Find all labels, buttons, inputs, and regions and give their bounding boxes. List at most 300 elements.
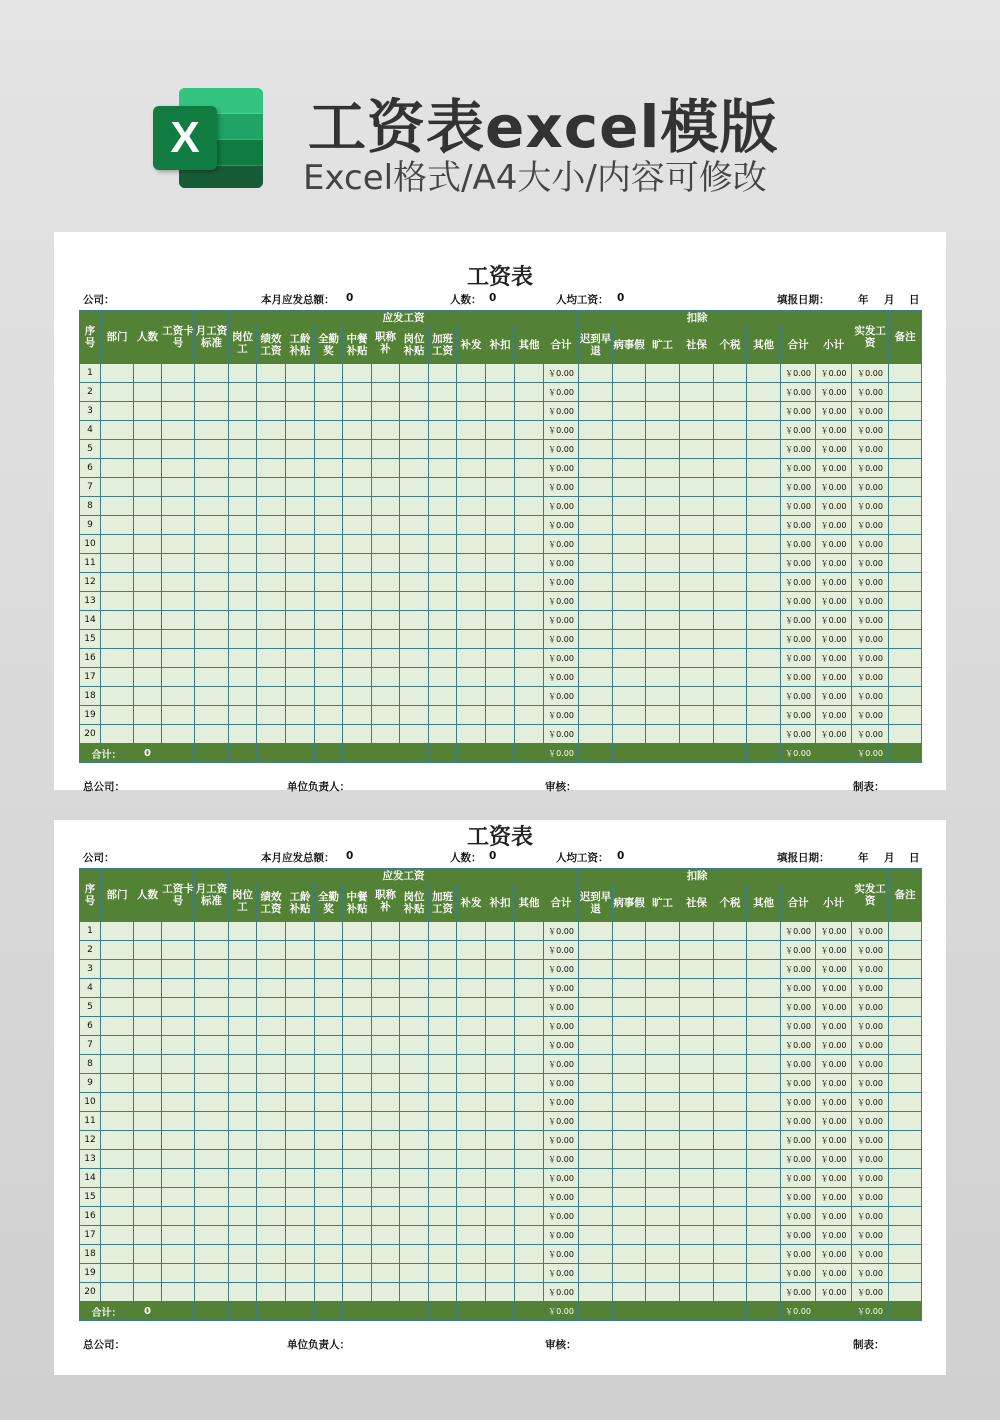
data-cell[interactable]: [486, 1150, 515, 1169]
data-cell[interactable]: [889, 1207, 922, 1226]
data-cell[interactable]: [134, 979, 162, 998]
money-cell[interactable]: ￥0.00: [852, 573, 889, 592]
data-cell[interactable]: [429, 1283, 457, 1302]
data-cell[interactable]: [343, 1112, 372, 1131]
data-cell[interactable]: [486, 1074, 515, 1093]
data-cell[interactable]: [400, 1131, 429, 1150]
money-cell[interactable]: ￥0.00: [781, 459, 816, 478]
data-cell[interactable]: [343, 725, 372, 744]
data-cell[interactable]: [613, 478, 646, 497]
data-cell[interactable]: [714, 979, 747, 998]
data-cell[interactable]: [257, 383, 286, 402]
money-cell[interactable]: ￥0.00: [781, 1188, 816, 1207]
data-cell[interactable]: [579, 1264, 613, 1283]
data-cell[interactable]: [343, 706, 372, 725]
data-cell[interactable]: [889, 725, 922, 744]
data-cell[interactable]: [229, 459, 257, 478]
data-cell[interactable]: [372, 1207, 400, 1226]
money-cell[interactable]: ￥0.00: [852, 1207, 889, 1226]
data-cell[interactable]: [613, 941, 646, 960]
row-number[interactable]: 16: [80, 1207, 101, 1226]
money-cell[interactable]: ￥0.00: [544, 459, 579, 478]
data-cell[interactable]: [286, 979, 315, 998]
data-cell[interactable]: [372, 535, 400, 554]
data-cell[interactable]: [714, 440, 747, 459]
data-cell[interactable]: [286, 497, 315, 516]
data-cell[interactable]: [515, 459, 544, 478]
data-cell[interactable]: [134, 1283, 162, 1302]
data-cell[interactable]: [286, 960, 315, 979]
data-cell[interactable]: [162, 516, 195, 535]
data-cell[interactable]: [257, 497, 286, 516]
data-cell[interactable]: [101, 1131, 134, 1150]
money-cell[interactable]: ￥0.00: [816, 1207, 852, 1226]
money-cell[interactable]: ￥0.00: [816, 687, 852, 706]
data-cell[interactable]: [714, 1074, 747, 1093]
money-cell[interactable]: ￥0.00: [852, 516, 889, 535]
data-cell[interactable]: [515, 1017, 544, 1036]
money-cell[interactable]: ￥0.00: [816, 440, 852, 459]
data-cell[interactable]: [101, 459, 134, 478]
data-cell[interactable]: [257, 516, 286, 535]
data-cell[interactable]: [714, 1036, 747, 1055]
data-cell[interactable]: [747, 922, 781, 941]
data-cell[interactable]: [613, 706, 646, 725]
data-cell[interactable]: [579, 402, 613, 421]
data-cell[interactable]: [229, 611, 257, 630]
data-cell[interactable]: [195, 364, 229, 383]
data-cell[interactable]: [372, 1055, 400, 1074]
data-cell[interactable]: [579, 1169, 613, 1188]
data-cell[interactable]: [195, 497, 229, 516]
data-cell[interactable]: [134, 402, 162, 421]
data-cell[interactable]: [315, 1264, 343, 1283]
data-cell[interactable]: [680, 998, 714, 1017]
data-cell[interactable]: [429, 630, 457, 649]
data-cell[interactable]: [680, 1169, 714, 1188]
data-cell[interactable]: [315, 459, 343, 478]
data-cell[interactable]: [429, 1188, 457, 1207]
data-cell[interactable]: [257, 535, 286, 554]
data-cell[interactable]: [579, 998, 613, 1017]
data-cell[interactable]: [889, 922, 922, 941]
data-cell[interactable]: [343, 1074, 372, 1093]
data-cell[interactable]: [315, 1036, 343, 1055]
data-cell[interactable]: [579, 1093, 613, 1112]
data-cell[interactable]: [646, 573, 680, 592]
data-cell[interactable]: [457, 573, 486, 592]
data-cell[interactable]: [134, 1169, 162, 1188]
data-cell[interactable]: [101, 706, 134, 725]
data-cell[interactable]: [457, 1017, 486, 1036]
data-cell[interactable]: [613, 1093, 646, 1112]
data-cell[interactable]: [747, 706, 781, 725]
data-cell[interactable]: [162, 941, 195, 960]
money-cell[interactable]: ￥0.00: [544, 1093, 579, 1112]
data-cell[interactable]: [680, 687, 714, 706]
data-cell[interactable]: [286, 440, 315, 459]
data-cell[interactable]: [680, 960, 714, 979]
data-cell[interactable]: [229, 478, 257, 497]
data-cell[interactable]: [515, 649, 544, 668]
data-cell[interactable]: [372, 421, 400, 440]
data-cell[interactable]: [134, 383, 162, 402]
money-cell[interactable]: ￥0.00: [816, 1131, 852, 1150]
data-cell[interactable]: [579, 1074, 613, 1093]
data-cell[interactable]: [889, 1226, 922, 1245]
data-cell[interactable]: [343, 1207, 372, 1226]
data-cell[interactable]: [680, 478, 714, 497]
data-cell[interactable]: [889, 1264, 922, 1283]
data-cell[interactable]: [315, 960, 343, 979]
data-cell[interactable]: [613, 687, 646, 706]
data-cell[interactable]: [579, 1245, 613, 1264]
data-cell[interactable]: [343, 1055, 372, 1074]
data-cell[interactable]: [134, 421, 162, 440]
data-cell[interactable]: [429, 649, 457, 668]
data-cell[interactable]: [714, 1112, 747, 1131]
data-cell[interactable]: [429, 1036, 457, 1055]
data-cell[interactable]: [195, 706, 229, 725]
data-cell[interactable]: [515, 1207, 544, 1226]
data-cell[interactable]: [486, 1283, 515, 1302]
data-cell[interactable]: [101, 1112, 134, 1131]
money-cell[interactable]: ￥0.00: [781, 979, 816, 998]
data-cell[interactable]: [400, 478, 429, 497]
data-cell[interactable]: [101, 1283, 134, 1302]
data-cell[interactable]: [515, 554, 544, 573]
data-cell[interactable]: [579, 668, 613, 687]
money-cell[interactable]: ￥0.00: [816, 1055, 852, 1074]
data-cell[interactable]: [343, 998, 372, 1017]
data-cell[interactable]: [229, 592, 257, 611]
data-cell[interactable]: [429, 1055, 457, 1074]
money-cell[interactable]: ￥0.00: [816, 1283, 852, 1302]
data-cell[interactable]: [134, 922, 162, 941]
data-cell[interactable]: [714, 535, 747, 554]
row-number[interactable]: 12: [80, 1131, 101, 1150]
money-cell[interactable]: ￥0.00: [852, 440, 889, 459]
data-cell[interactable]: [229, 1169, 257, 1188]
data-cell[interactable]: [646, 1188, 680, 1207]
data-cell[interactable]: [486, 364, 515, 383]
money-cell[interactable]: ￥0.00: [544, 421, 579, 440]
data-cell[interactable]: [229, 998, 257, 1017]
money-cell[interactable]: ￥0.00: [816, 421, 852, 440]
data-cell[interactable]: [486, 725, 515, 744]
row-number[interactable]: 4: [80, 421, 101, 440]
data-cell[interactable]: [486, 1226, 515, 1245]
data-cell[interactable]: [457, 960, 486, 979]
data-cell[interactable]: [429, 1264, 457, 1283]
money-cell[interactable]: ￥0.00: [852, 1131, 889, 1150]
data-cell[interactable]: [195, 516, 229, 535]
money-cell[interactable]: ￥0.00: [781, 960, 816, 979]
money-cell[interactable]: ￥0.00: [781, 687, 816, 706]
money-cell[interactable]: ￥0.00: [781, 573, 816, 592]
data-cell[interactable]: [515, 1188, 544, 1207]
data-cell[interactable]: [889, 611, 922, 630]
data-cell[interactable]: [101, 668, 134, 687]
data-cell[interactable]: [101, 421, 134, 440]
data-cell[interactable]: [579, 1017, 613, 1036]
data-cell[interactable]: [372, 922, 400, 941]
data-cell[interactable]: [486, 440, 515, 459]
data-cell[interactable]: [195, 922, 229, 941]
data-cell[interactable]: [680, 516, 714, 535]
data-cell[interactable]: [101, 1245, 134, 1264]
data-cell[interactable]: [229, 383, 257, 402]
data-cell[interactable]: [134, 1245, 162, 1264]
data-cell[interactable]: [343, 402, 372, 421]
data-cell[interactable]: [286, 516, 315, 535]
data-cell[interactable]: [747, 1093, 781, 1112]
data-cell[interactable]: [229, 649, 257, 668]
data-cell[interactable]: [646, 459, 680, 478]
money-cell[interactable]: ￥0.00: [816, 364, 852, 383]
data-cell[interactable]: [162, 687, 195, 706]
data-cell[interactable]: [372, 1150, 400, 1169]
data-cell[interactable]: [101, 1074, 134, 1093]
money-cell[interactable]: ￥0.00: [816, 979, 852, 998]
data-cell[interactable]: [515, 497, 544, 516]
money-cell[interactable]: ￥0.00: [852, 979, 889, 998]
data-cell[interactable]: [889, 459, 922, 478]
data-cell[interactable]: [515, 402, 544, 421]
data-cell[interactable]: [400, 497, 429, 516]
data-cell[interactable]: [400, 554, 429, 573]
money-cell[interactable]: ￥0.00: [781, 1131, 816, 1150]
data-cell[interactable]: [429, 687, 457, 706]
data-cell[interactable]: [646, 687, 680, 706]
data-cell[interactable]: [195, 611, 229, 630]
data-cell[interactable]: [747, 573, 781, 592]
data-cell[interactable]: [515, 1074, 544, 1093]
data-cell[interactable]: [579, 364, 613, 383]
data-cell[interactable]: [889, 554, 922, 573]
data-cell[interactable]: [457, 1055, 486, 1074]
data-cell[interactable]: [229, 668, 257, 687]
data-cell[interactable]: [315, 497, 343, 516]
money-cell[interactable]: ￥0.00: [816, 1188, 852, 1207]
data-cell[interactable]: [714, 402, 747, 421]
data-cell[interactable]: [101, 979, 134, 998]
money-cell[interactable]: ￥0.00: [544, 1055, 579, 1074]
row-number[interactable]: 10: [80, 535, 101, 554]
money-cell[interactable]: ￥0.00: [816, 516, 852, 535]
row-number[interactable]: 6: [80, 459, 101, 478]
data-cell[interactable]: [400, 1245, 429, 1264]
data-cell[interactable]: [257, 960, 286, 979]
data-cell[interactable]: [134, 1093, 162, 1112]
data-cell[interactable]: [457, 421, 486, 440]
data-cell[interactable]: [429, 1074, 457, 1093]
data-cell[interactable]: [680, 706, 714, 725]
data-cell[interactable]: [889, 706, 922, 725]
data-cell[interactable]: [889, 364, 922, 383]
row-number[interactable]: 16: [80, 649, 101, 668]
data-cell[interactable]: [229, 364, 257, 383]
data-cell[interactable]: [195, 421, 229, 440]
money-cell[interactable]: ￥0.00: [544, 979, 579, 998]
data-cell[interactable]: [257, 592, 286, 611]
data-cell[interactable]: [400, 706, 429, 725]
data-cell[interactable]: [343, 960, 372, 979]
data-cell[interactable]: [229, 1150, 257, 1169]
data-cell[interactable]: [889, 383, 922, 402]
data-cell[interactable]: [195, 535, 229, 554]
data-cell[interactable]: [315, 573, 343, 592]
data-cell[interactable]: [229, 941, 257, 960]
data-cell[interactable]: [286, 1131, 315, 1150]
data-cell[interactable]: [257, 459, 286, 478]
data-cell[interactable]: [315, 1245, 343, 1264]
data-cell[interactable]: [613, 1017, 646, 1036]
row-number[interactable]: 15: [80, 630, 101, 649]
data-cell[interactable]: [400, 573, 429, 592]
data-cell[interactable]: [714, 497, 747, 516]
data-cell[interactable]: [646, 941, 680, 960]
data-cell[interactable]: [714, 1169, 747, 1188]
money-cell[interactable]: ￥0.00: [544, 611, 579, 630]
data-cell[interactable]: [134, 998, 162, 1017]
data-cell[interactable]: [195, 459, 229, 478]
data-cell[interactable]: [646, 1169, 680, 1188]
data-cell[interactable]: [680, 1074, 714, 1093]
data-cell[interactable]: [257, 1245, 286, 1264]
data-cell[interactable]: [680, 421, 714, 440]
data-cell[interactable]: [486, 922, 515, 941]
money-cell[interactable]: ￥0.00: [816, 402, 852, 421]
data-cell[interactable]: [400, 649, 429, 668]
data-cell[interactable]: [400, 687, 429, 706]
money-cell[interactable]: ￥0.00: [852, 941, 889, 960]
data-cell[interactable]: [315, 1112, 343, 1131]
data-cell[interactable]: [457, 1093, 486, 1112]
data-cell[interactable]: [134, 668, 162, 687]
data-cell[interactable]: [747, 941, 781, 960]
data-cell[interactable]: [101, 1055, 134, 1074]
money-cell[interactable]: ￥0.00: [816, 1093, 852, 1112]
data-cell[interactable]: [429, 1207, 457, 1226]
money-cell[interactable]: ￥0.00: [544, 1207, 579, 1226]
data-cell[interactable]: [747, 1226, 781, 1245]
money-cell[interactable]: ￥0.00: [781, 383, 816, 402]
data-cell[interactable]: [229, 440, 257, 459]
data-cell[interactable]: [646, 535, 680, 554]
money-cell[interactable]: ￥0.00: [544, 592, 579, 611]
row-number[interactable]: 18: [80, 687, 101, 706]
money-cell[interactable]: ￥0.00: [852, 535, 889, 554]
data-cell[interactable]: [195, 440, 229, 459]
data-cell[interactable]: [429, 979, 457, 998]
data-cell[interactable]: [343, 630, 372, 649]
data-cell[interactable]: [134, 1074, 162, 1093]
money-cell[interactable]: ￥0.00: [781, 649, 816, 668]
data-cell[interactable]: [486, 630, 515, 649]
data-cell[interactable]: [400, 1169, 429, 1188]
data-cell[interactable]: [646, 440, 680, 459]
data-cell[interactable]: [372, 1036, 400, 1055]
money-cell[interactable]: ￥0.00: [781, 440, 816, 459]
data-cell[interactable]: [229, 960, 257, 979]
data-cell[interactable]: [134, 1150, 162, 1169]
data-cell[interactable]: [457, 1074, 486, 1093]
data-cell[interactable]: [613, 1264, 646, 1283]
money-cell[interactable]: ￥0.00: [816, 922, 852, 941]
money-cell[interactable]: ￥0.00: [544, 1131, 579, 1150]
data-cell[interactable]: [195, 668, 229, 687]
data-cell[interactable]: [429, 516, 457, 535]
data-cell[interactable]: [195, 979, 229, 998]
data-cell[interactable]: [714, 960, 747, 979]
data-cell[interactable]: [400, 1207, 429, 1226]
data-cell[interactable]: [134, 687, 162, 706]
data-cell[interactable]: [162, 1207, 195, 1226]
data-cell[interactable]: [343, 1283, 372, 1302]
data-cell[interactable]: [257, 1036, 286, 1055]
row-number[interactable]: 5: [80, 440, 101, 459]
data-cell[interactable]: [400, 611, 429, 630]
data-cell[interactable]: [747, 998, 781, 1017]
data-cell[interactable]: [680, 611, 714, 630]
data-cell[interactable]: [429, 922, 457, 941]
data-cell[interactable]: [372, 998, 400, 1017]
data-cell[interactable]: [579, 1150, 613, 1169]
data-cell[interactable]: [680, 941, 714, 960]
data-cell[interactable]: [429, 1245, 457, 1264]
data-cell[interactable]: [714, 554, 747, 573]
data-cell[interactable]: [257, 1188, 286, 1207]
data-cell[interactable]: [515, 1112, 544, 1131]
data-cell[interactable]: [747, 592, 781, 611]
data-cell[interactable]: [579, 440, 613, 459]
data-cell[interactable]: [162, 1017, 195, 1036]
money-cell[interactable]: ￥0.00: [816, 1169, 852, 1188]
data-cell[interactable]: [613, 611, 646, 630]
data-cell[interactable]: [646, 725, 680, 744]
data-cell[interactable]: [486, 687, 515, 706]
data-cell[interactable]: [680, 573, 714, 592]
data-cell[interactable]: [195, 1226, 229, 1245]
data-cell[interactable]: [457, 497, 486, 516]
data-cell[interactable]: [286, 554, 315, 573]
data-cell[interactable]: [646, 1017, 680, 1036]
data-cell[interactable]: [486, 535, 515, 554]
data-cell[interactable]: [486, 1036, 515, 1055]
data-cell[interactable]: [889, 998, 922, 1017]
data-cell[interactable]: [680, 383, 714, 402]
data-cell[interactable]: [229, 1074, 257, 1093]
money-cell[interactable]: ￥0.00: [544, 535, 579, 554]
data-cell[interactable]: [646, 1245, 680, 1264]
data-cell[interactable]: [680, 1112, 714, 1131]
data-cell[interactable]: [101, 440, 134, 459]
data-cell[interactable]: [680, 1150, 714, 1169]
money-cell[interactable]: ￥0.00: [816, 1074, 852, 1093]
data-cell[interactable]: [714, 1226, 747, 1245]
money-cell[interactable]: ￥0.00: [852, 1112, 889, 1131]
data-cell[interactable]: [646, 478, 680, 497]
data-cell[interactable]: [343, 554, 372, 573]
data-cell[interactable]: [372, 1093, 400, 1112]
data-cell[interactable]: [457, 402, 486, 421]
data-cell[interactable]: [134, 725, 162, 744]
data-cell[interactable]: [486, 1245, 515, 1264]
data-cell[interactable]: [400, 1188, 429, 1207]
data-cell[interactable]: [515, 383, 544, 402]
money-cell[interactable]: ￥0.00: [544, 478, 579, 497]
